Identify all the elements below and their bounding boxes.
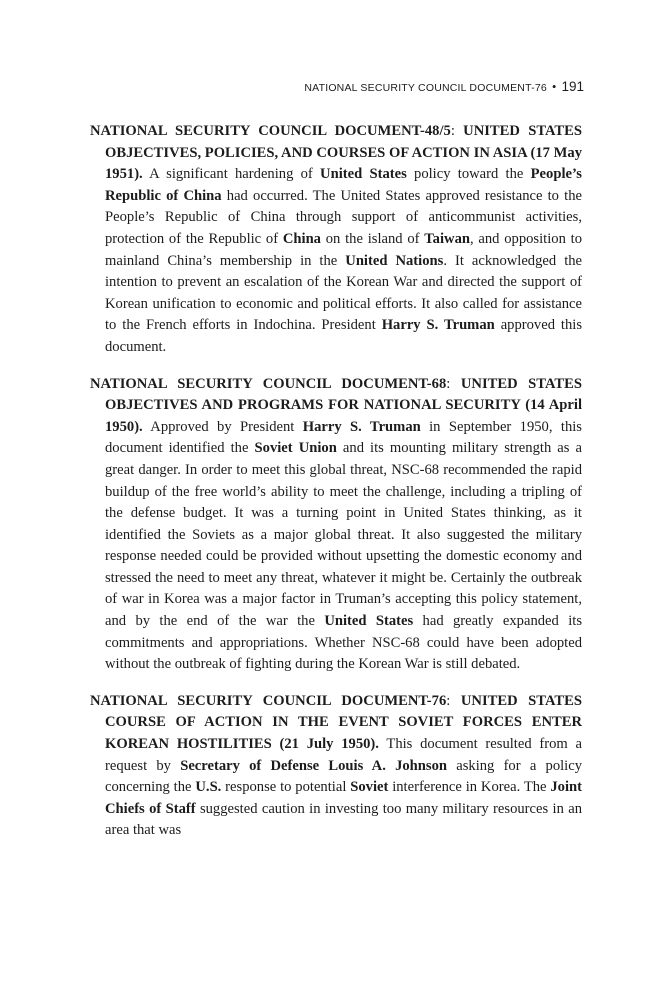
bold-term: Soviet	[350, 779, 389, 796]
body-text: had occurred. The United States approved resistance to the People’s Republic of China through support of anticommunist activities, protection of the Republic of	[105, 187, 582, 247]
bold-term: United Nations	[345, 252, 444, 269]
body-text: on the island of	[320, 230, 425, 247]
body-text: had greatly expanded its commitments and appropriations. Whether NSC-68 could have been adopted without the outbreak of fighting during the Korean War is still debated.	[105, 613, 582, 673]
bold-term: People’s Republic of China	[105, 166, 582, 204]
body-text: approved this document.	[105, 317, 583, 355]
page-body	[90, 121, 582, 857]
body-text: , and opposition to mainland China’s membership in the	[105, 230, 582, 269]
body-text: A significant hardening of	[142, 166, 321, 183]
entry-nsc-48-5	[90, 121, 582, 359]
bold-term: China	[282, 230, 321, 247]
bold-term: Harry S. Truman	[302, 418, 421, 435]
bold-term: United States	[320, 166, 407, 183]
body-text: Approved by President	[142, 418, 303, 435]
bold-term: Joint Chiefs of Staff	[105, 779, 582, 817]
body-text: . It acknowledged the intention to prevent an escalation of the Korean War and directed the support of Korean unification to economic and political efforts. It also called for assistance to the French efforts in Indochina. President	[105, 252, 583, 334]
entry-nsc-76	[90, 691, 582, 842]
running-head	[304, 78, 584, 96]
body-text: response to potential	[221, 779, 351, 796]
bold-term: NATIONAL SECURITY COUNCIL DOCUMENT-48/5	[90, 123, 451, 139]
bold-term: UNITED STATES OBJECTIVES AND PROGRAMS FOR NATIONAL SECURITY (14 April 1950).	[105, 375, 582, 435]
bullet-separator: •	[551, 79, 557, 94]
body-text: :	[446, 375, 461, 392]
entry-nsc-68	[90, 374, 582, 676]
bold-term: Harry S. Truman	[381, 317, 495, 334]
body-text: and its mounting military strength as a great danger. In order to meet this global threat, NSC-68 recommended the rapid buildup of the free world’s ability to meet the challenge, including a tripling of the defense budget. It was a turning point in United States thinking, as it identified the Soviets as a major global threat. It also suggested the military response needed could be provided without upsetting the domestic economy and stressed the need to meet any threat, whatever it might be. Certainly the outbreak of war in Korea was a major factor in Truman’s accepting this policy statement, and by the end of the war the	[105, 440, 583, 630]
bold-term: NATIONAL SECURITY COUNCIL DOCUMENT-68	[90, 375, 447, 392]
bold-term: NATIONAL SECURITY COUNCIL DOCUMENT-76	[90, 692, 447, 709]
running-head-title: NATIONAL SECURITY COUNCIL DOCUMENT-76	[304, 82, 547, 94]
body-text: :	[446, 692, 461, 709]
body-text: suggested caution in investing too many military resources in an area that was	[105, 800, 582, 839]
bold-term: U.S.	[195, 779, 222, 796]
page-number: 191	[561, 79, 584, 94]
body-text: in September 1950, this document identified the	[105, 418, 582, 457]
body-text: asking for a policy concerning the	[105, 757, 583, 796]
bold-term: Secretary of Defense Louis A. Johnson	[180, 757, 448, 774]
bold-term: United States	[324, 613, 414, 630]
bold-term: Soviet Union	[254, 440, 337, 457]
body-text: This document resulted from a request by	[105, 736, 582, 774]
body-text: interference in Korea. The	[388, 779, 551, 796]
body-text: :	[450, 123, 464, 139]
bold-term: UNITED STATES COURSE OF ACTION IN THE EVENT SOVIET FORCES ENTER KOREAN HOSTILITIES (21 July 1950).	[105, 692, 582, 753]
bold-term: Taiwan	[424, 230, 470, 247]
bold-term: UNITED STATES OBJECTIVES, POLICIES, AND COURSES OF ACTION IN ASIA (17 May 1951).	[105, 123, 583, 183]
body-text: policy toward the	[406, 166, 531, 183]
